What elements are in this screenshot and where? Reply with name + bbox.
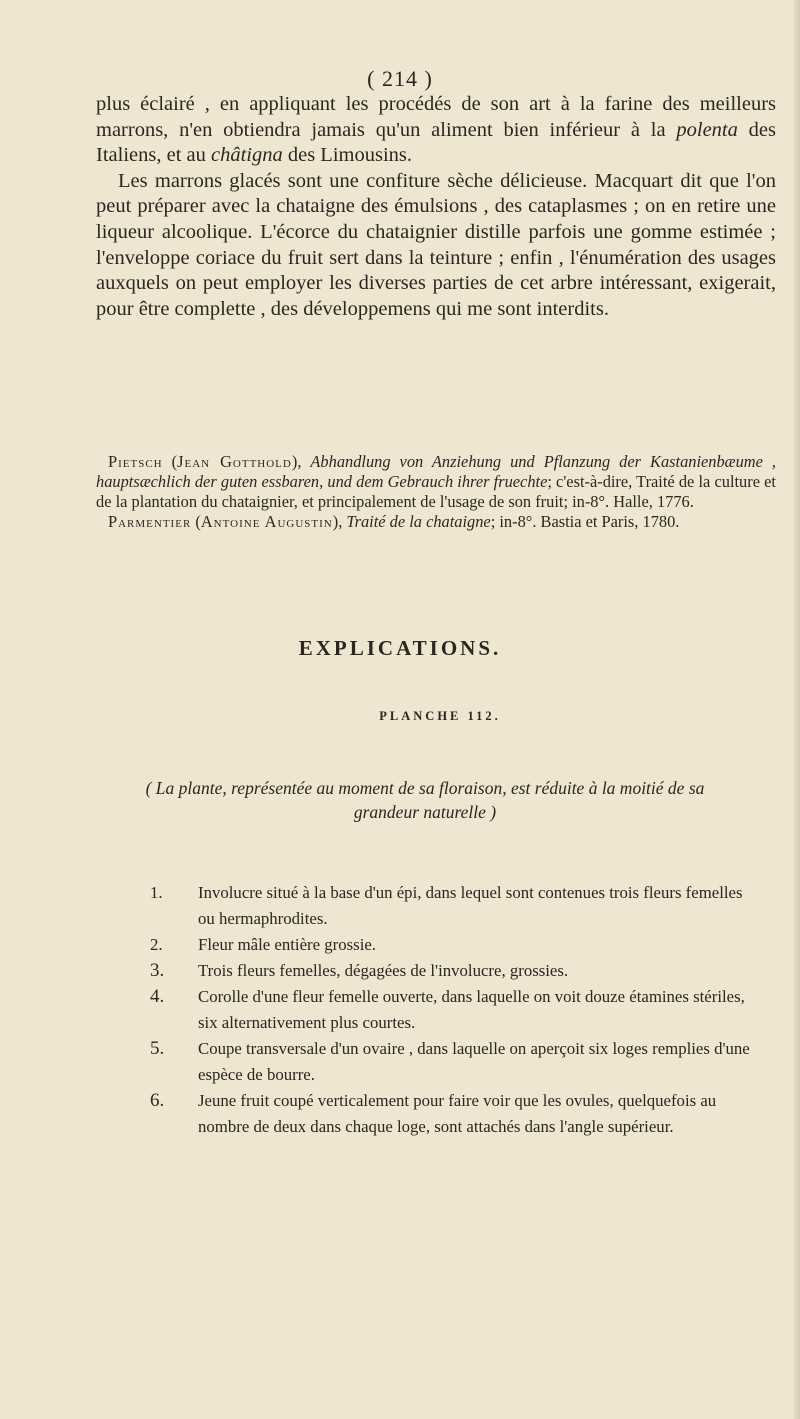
item-number: 3.: [150, 960, 165, 981]
item-text: Corolle d'une fleur femelle ouverte, dans laquelle on voit douze étamines stériles, six alternativement plus courtes.: [198, 987, 745, 1032]
body-text: [96, 92, 776, 322]
citation-text: ),: [332, 512, 347, 531]
explanation-item: [150, 1088, 762, 1140]
author-name: Parmentier: [108, 512, 192, 531]
item-number: 5.: [150, 1038, 165, 1059]
plate-label: PLANCHE 112.: [379, 709, 501, 723]
citation-text: ; in-8°. Bastia et Paris, 1780.: [490, 512, 680, 531]
bibliography: [96, 452, 776, 532]
item-text: Coupe transversale d'un ovaire , dans laquelle on aperçoit six loges remplies d'une espèce de bourre.: [198, 1039, 750, 1084]
page-edge: [794, 0, 800, 1419]
item-number: 4.: [150, 986, 165, 1007]
item-number: 2.: [150, 935, 163, 954]
explanation-list: [150, 880, 762, 1140]
item-text: Trois fleurs femelles, dégagées de l'involucre, grossies.: [198, 961, 569, 980]
italic-term: polenta: [676, 118, 738, 141]
text-run: des Italiens, et au: [96, 118, 777, 167]
item-number: 1.: [150, 883, 163, 902]
author-name: Antoine Augustin: [200, 512, 333, 531]
author-name: Pietsch: [108, 452, 163, 471]
item-text: Involucre situé à la base d'un épi, dans lequel sont contenues trois fleurs femelles ou hermaphrodites.: [198, 883, 743, 928]
explanation-item: [150, 932, 762, 958]
text-run: des Limousins.: [282, 144, 413, 167]
author-name: Jean Gotthold: [177, 452, 292, 471]
citation-text: ; c'est-à-dire, Traité de la culture et de la plantation du chataignier, et principalement de l'usage de son fruit; in-8°. Halle, 1776.: [96, 472, 776, 511]
text-run: plus éclairé , en appliquant les procédés de son art à la farine des meilleurs marrons, n'en obtiendra jamais qu'un aliment bien inférieur à la: [96, 93, 776, 141]
item-text: Jeune fruit coupé verticalement pour faire voir que les ovules, quelquefois au nombre de deux dans chaque loge, sont attachés dans l'angle supérieur.: [198, 1091, 717, 1136]
item-text: Fleur mâle entière grossie.: [198, 935, 377, 954]
section-heading: EXPLICATIONS.: [298, 636, 502, 660]
italic-term: châtigna: [210, 144, 283, 167]
work-title: Abhandlung von Anziehung und Pflanzung der Kastanienbæume , hauptsæchlich der guten essbaren, und dem Gebrauch ihrer fruechte: [96, 452, 777, 491]
item-number: 6.: [150, 1090, 165, 1111]
page-number: ( 214 ): [367, 66, 433, 91]
paragraph-2: Les marrons glacés sont une confiture sèche délicieuse. Macquart dit que l'on peut préparer avec la chataigne des émulsions , des cataplasmes ; on en retire une liqueur alcoolique. L'écorce du chataignier distille parfois une gomme estimée ; l'enveloppe coriace du fruit sert dans la teinture ; enfin , l'énumération des usages auxquels on peut employer les diverses parties de cet arbre intéressant, exigerait, pour être complette , des développemens qui me sont interdits.: [96, 169, 776, 320]
explanation-item: [150, 958, 762, 984]
citation-text: (: [162, 452, 178, 471]
citation-text: (: [191, 512, 201, 531]
bibliography-entry: [96, 452, 776, 512]
plate-caption: ( La plante, représentée au moment de sa floraison, est réduite à la moitié de sa grandeur naturelle ): [145, 778, 705, 822]
explanation-item: [150, 1036, 762, 1088]
citation-text: ),: [291, 452, 311, 471]
explanation-item: [150, 880, 762, 932]
bibliography-entry: [96, 512, 776, 532]
paragraph-1: [96, 92, 776, 169]
work-title: Traité de la chataigne: [346, 512, 491, 531]
explanation-item: [150, 984, 762, 1036]
